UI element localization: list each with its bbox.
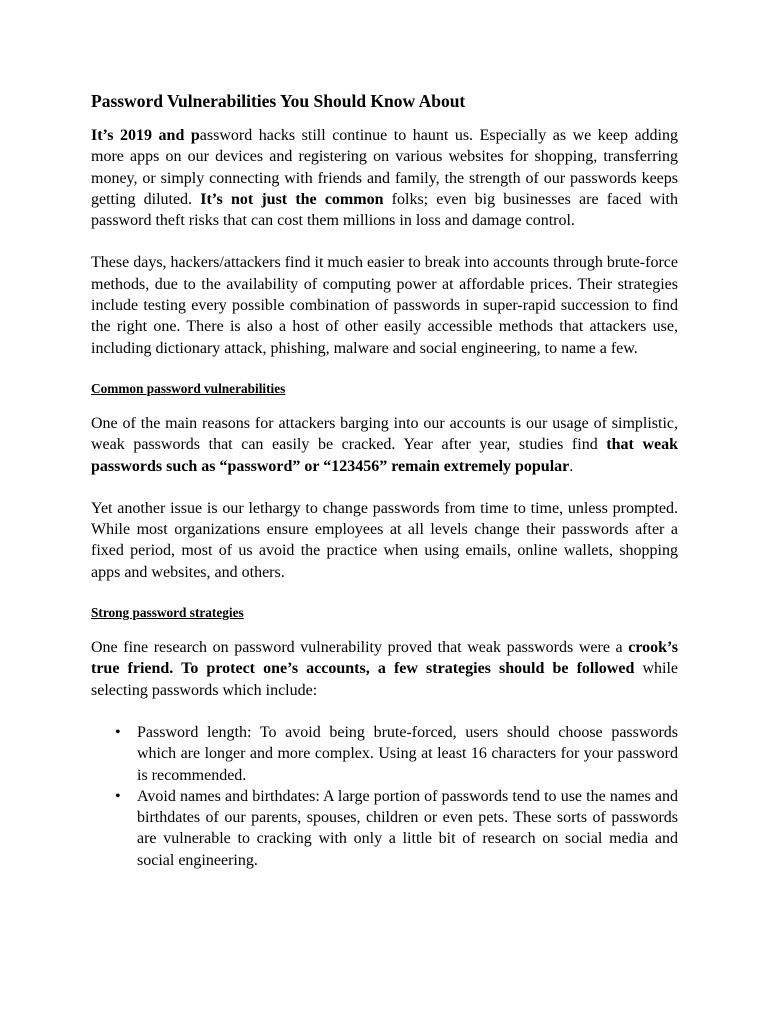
intro-bold-start: It’s 2019 and p xyxy=(91,127,200,144)
section-heading-strategies: Strong password strategies xyxy=(91,605,244,621)
intro-bold-mid: It’s not just the common xyxy=(200,190,384,208)
list-item xyxy=(91,722,678,786)
bullet-icon: • xyxy=(115,723,121,741)
bullet-icon: • xyxy=(115,787,121,805)
intro-text-1: assword hacks still continue to haunt us. Especially as we keep adding more apps on our devices and registering on various websites for shopping, transferring money, or simply connecting with friends and family, the strength of our passwords keeps getting diluted. xyxy=(91,127,678,208)
strategies-text: One fine research on password vulnerability proved that weak passwords were a xyxy=(91,639,629,657)
strategies-bold: crook’s true friend. To protect one’s accounts, a few strategies should be followed xyxy=(91,639,678,678)
strategy-list xyxy=(91,722,678,871)
list-item xyxy=(91,786,678,871)
weak-passwords-bold: that weak passwords such as “password” or “123456” remain extremely popular xyxy=(91,436,679,475)
strategies-intro-paragraph xyxy=(91,637,678,701)
document-title: Password Vulnerabilities You Should Know About xyxy=(91,91,466,111)
attack-methods-paragraph: These days, hackers/attackers find it much easier to break into accounts through brute-force methods, due to the availability of computing power at affordable prices. Their strategies include testing every possible combination of passwords in super-rapid succession to find the right one. There is also a host of other easily accessible methods that attackers use, including dictionary attack, phishing, malware and social engineering, to name a few. xyxy=(91,254,678,357)
weak-passwords-paragraph xyxy=(91,413,678,477)
intro-text-2: folks; even big businesses are faced with password theft risks that can cost them millions in loss and damage control. xyxy=(91,190,679,230)
list-item-text: Password length: To avoid being brute-forced, users should choose passwords which are longer and more complex. Using at least 16 characters for your password is recommended. xyxy=(137,723,678,784)
weak-passwords-text: One of the main reasons for attackers barging into our accounts is our usage of simplistic, weak passwords that can easily be cracked. Year after year, studies find xyxy=(91,414,678,454)
weak-passwords-end: . xyxy=(569,457,574,475)
list-item-text: Avoid names and birthdates: A large portion of passwords tend to use the names and birthdates of our parents, spouses, children or even pets. These sorts of passwords are vulnerable to cracking with only a little bit of research on social media and social engineering. xyxy=(137,787,678,869)
intro-paragraph xyxy=(91,125,678,231)
lethargy-paragraph: Yet another issue is our lethargy to change passwords from time to time, unless prompted. While most organizations ensure employees at all levels change their passwords after a fixed period, most of us avoid the practice when using emails, online wallets, shopping apps and websites, and others. xyxy=(91,499,678,581)
section-heading-vulnerabilities: Common password vulnerabilities xyxy=(91,380,286,396)
strategies-end: while selecting passwords which include: xyxy=(91,660,679,699)
